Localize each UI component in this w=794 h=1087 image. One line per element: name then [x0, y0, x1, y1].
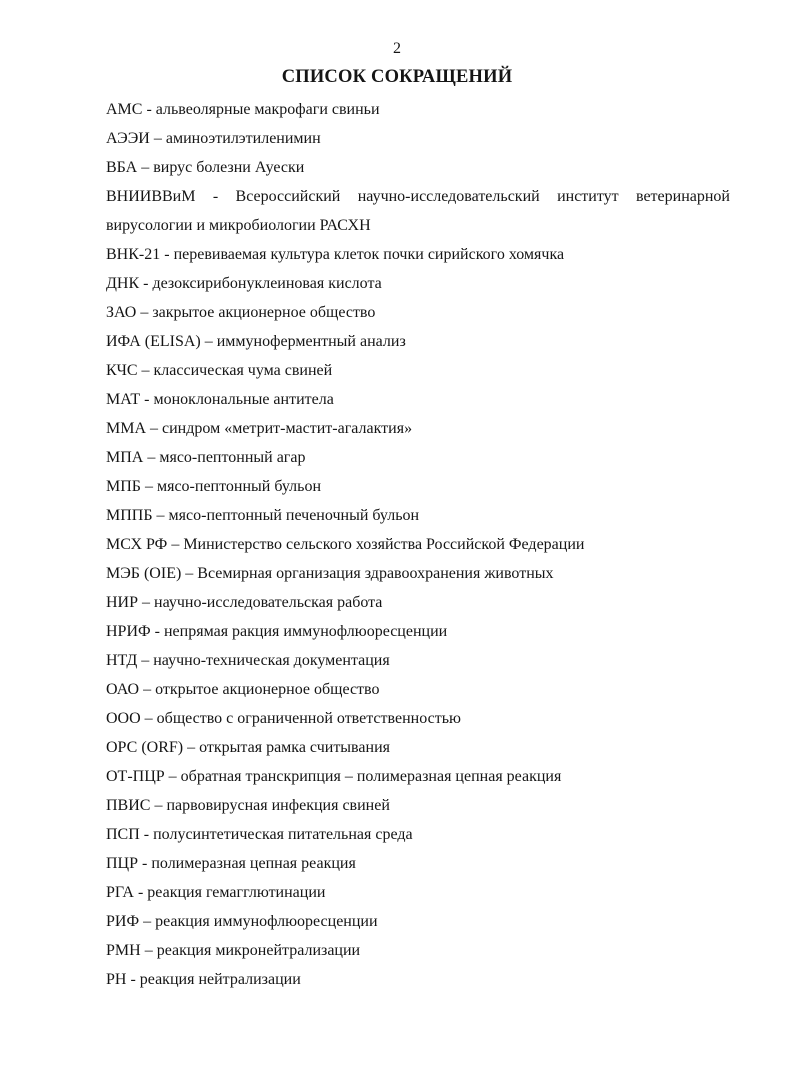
abbreviation-entry — [106, 385, 730, 414]
abbreviation-entry — [106, 704, 730, 733]
abbreviation-entry — [106, 472, 730, 501]
abbreviation-term: ВНИИВВиМ — [106, 188, 196, 205]
abbreviation-entry — [106, 182, 730, 240]
abbreviation-term: ОАО — [106, 681, 140, 698]
abbreviation-definition: дезоксирибонуклеиновая кислота — [152, 275, 382, 292]
abbreviation-term: ПВИС — [106, 797, 151, 814]
abbreviation-term: МППБ — [106, 507, 153, 524]
abbreviation-separator: - — [139, 275, 153, 292]
abbreviation-entry — [106, 762, 730, 791]
abbreviation-term: ПЦР — [106, 855, 139, 872]
abbreviation-separator: - — [160, 246, 174, 263]
abbreviation-term: МСХ РФ — [106, 536, 168, 553]
abbreviation-term: НРИФ — [106, 623, 151, 640]
abbreviation-definition: обратная транскрипция – полимеразная цепная реакция — [180, 768, 562, 785]
abbreviation-definition: реакция нейтрализации — [139, 971, 301, 988]
abbreviation-entry — [106, 617, 730, 646]
abbreviation-entry — [106, 878, 730, 907]
abbreviation-definition: Министерство сельского хозяйства Российской Федерации — [183, 536, 585, 553]
abbreviation-entry — [106, 791, 730, 820]
abbreviation-definition: открытое акционерное общество — [155, 681, 380, 698]
abbreviation-term: РИФ — [106, 913, 140, 930]
page-title: СПИСОК СОКРАЩЕНИЙ — [281, 67, 513, 87]
abbreviation-term: ДНК — [106, 275, 140, 292]
abbreviation-entry — [106, 95, 730, 124]
abbreviation-term: ЗАО — [106, 304, 137, 321]
abbreviation-definition: научно-исследовательская работа — [154, 594, 383, 611]
abbreviation-term: РН — [106, 971, 127, 988]
page-number: 2 — [393, 40, 401, 57]
abbreviation-definition: моноклональные антитела — [153, 391, 334, 408]
abbreviation-entry — [106, 588, 730, 617]
abbreviation-separator: – — [139, 913, 156, 930]
abbreviation-definition: Всемирная организация здравоохранения животных — [197, 565, 554, 582]
abbreviation-separator: – — [140, 478, 157, 495]
abbreviation-separator: – — [136, 304, 153, 321]
abbreviation-definition: реакция гемагглютинации — [147, 884, 326, 901]
abbreviation-definition: альвеолярные макрофаги свиньи — [155, 101, 380, 118]
abbreviation-entry — [106, 675, 730, 704]
abbreviation-separator: - — [142, 101, 156, 118]
abbreviation-term: ООО — [106, 710, 141, 727]
abbreviation-entry — [106, 907, 730, 936]
abbreviation-definition: закрытое акционерное общество — [152, 304, 376, 321]
abbreviation-entry — [106, 443, 730, 472]
abbreviation-separator: – — [200, 333, 217, 350]
abbreviation-term: МАТ — [106, 391, 141, 408]
abbreviation-term: ВНК-21 — [106, 246, 161, 263]
abbreviation-entry — [106, 501, 730, 530]
abbreviation-term: МПБ — [106, 478, 141, 495]
abbreviation-definition: полусинтетическая питательная среда — [153, 826, 413, 843]
abbreviation-separator: – — [143, 449, 160, 466]
abbreviation-term: МПА — [106, 449, 144, 466]
abbreviation-entry — [106, 733, 730, 762]
abbreviation-separator: - — [150, 623, 164, 640]
abbreviation-separator: – — [149, 130, 166, 147]
abbreviation-entry — [106, 269, 730, 298]
abbreviation-term: АЭЭИ — [106, 130, 150, 147]
abbreviation-entry — [106, 936, 730, 965]
abbreviation-term: МЭБ (OIE) — [106, 565, 182, 582]
abbreviation-term: НТД — [106, 652, 138, 669]
abbreviation-entry — [106, 327, 730, 356]
abbreviation-separator: - — [133, 884, 148, 901]
abbreviation-definition: иммуноферментный анализ — [216, 333, 406, 350]
abbreviation-definition: мясо-пептонный агар — [159, 449, 306, 466]
abbreviation-definition: реакция иммунофлюоресценции — [155, 913, 378, 930]
abbreviation-term: ОРС (ORF) — [106, 739, 184, 756]
abbreviation-definition: аминоэтилэтиленимин — [165, 130, 321, 147]
abbreviation-entry — [106, 414, 730, 443]
abbreviation-entry — [106, 559, 730, 588]
abbreviation-entry — [106, 820, 730, 849]
abbreviation-term: ВБА — [106, 159, 138, 176]
abbreviation-list — [106, 95, 730, 994]
abbreviation-term: ИФА (ELISA) — [106, 333, 201, 350]
abbreviation-definition: классическая чума свиней — [153, 362, 333, 379]
abbreviation-entry — [106, 965, 730, 994]
abbreviation-separator: – — [183, 739, 200, 756]
abbreviation-definition: полимеразная цепная реакция — [151, 855, 356, 872]
abbreviation-entry — [106, 356, 730, 385]
abbreviation-term: ММА — [106, 420, 147, 437]
abbreviation-definition: синдром «метрит-мастит-агалактия» — [162, 420, 413, 437]
abbreviation-separator: – — [137, 362, 154, 379]
abbreviation-separator: – — [137, 159, 154, 176]
abbreviation-entry — [106, 530, 730, 559]
abbreviation-definition: парвовирусная инфекция свиней — [166, 797, 390, 814]
abbreviation-term: АМС — [106, 101, 143, 118]
abbreviation-separator: – — [138, 594, 155, 611]
abbreviation-definition: научно-техническая документация — [153, 652, 390, 669]
abbreviation-entry — [106, 849, 730, 878]
abbreviation-separator: – — [137, 652, 154, 669]
abbreviation-term: ПСП — [106, 826, 140, 843]
abbreviation-definition: вирус болезни Ауески — [153, 159, 305, 176]
abbreviation-definition: общество с ограниченной ответственностью — [156, 710, 461, 727]
abbreviation-definition: Всероссийский научно-исследовательский институт ветеринарной вирусологии и микробиологии РАСХН — [106, 188, 730, 234]
abbreviation-separator: – — [140, 942, 157, 959]
abbreviation-entry — [106, 240, 730, 269]
abbreviation-definition: перевиваемая культура клеток почки сирийского хомячка — [173, 246, 565, 263]
abbreviation-separator: – — [150, 797, 167, 814]
abbreviation-entry — [106, 153, 730, 182]
abbreviation-definition: мясо-пептонный бульон — [156, 478, 321, 495]
abbreviation-separator: - — [138, 855, 152, 872]
abbreviation-separator: – — [181, 565, 198, 582]
abbreviation-term: КЧС — [106, 362, 138, 379]
abbreviation-entry — [106, 646, 730, 675]
abbreviation-definition: непрямая ракция иммунофлюоресценции — [163, 623, 448, 640]
abbreviation-definition: мясо-пептонный печеночный бульон — [168, 507, 420, 524]
abbreviation-definition: реакция микронейтрализации — [156, 942, 361, 959]
abbreviation-entry — [106, 124, 730, 153]
abbreviation-term: РМН — [106, 942, 141, 959]
abbreviation-term: ОТ-ПЦР — [106, 768, 165, 785]
abbreviation-definition: открытая рамка считывания — [199, 739, 390, 756]
abbreviation-separator: – — [167, 536, 184, 553]
abbreviation-separator: – — [152, 507, 169, 524]
abbreviation-separator: - — [126, 971, 140, 988]
abbreviation-term: РГА — [106, 884, 134, 901]
abbreviation-entry — [106, 298, 730, 327]
abbreviation-separator: – — [164, 768, 181, 785]
abbreviation-separator: – — [146, 420, 163, 437]
abbreviation-separator: - — [195, 188, 236, 205]
abbreviation-separator: – — [139, 681, 156, 698]
abbreviation-separator: – — [140, 710, 157, 727]
abbreviation-separator: - — [139, 826, 154, 843]
abbreviation-separator: - — [140, 391, 154, 408]
abbreviation-term: НИР — [106, 594, 139, 611]
